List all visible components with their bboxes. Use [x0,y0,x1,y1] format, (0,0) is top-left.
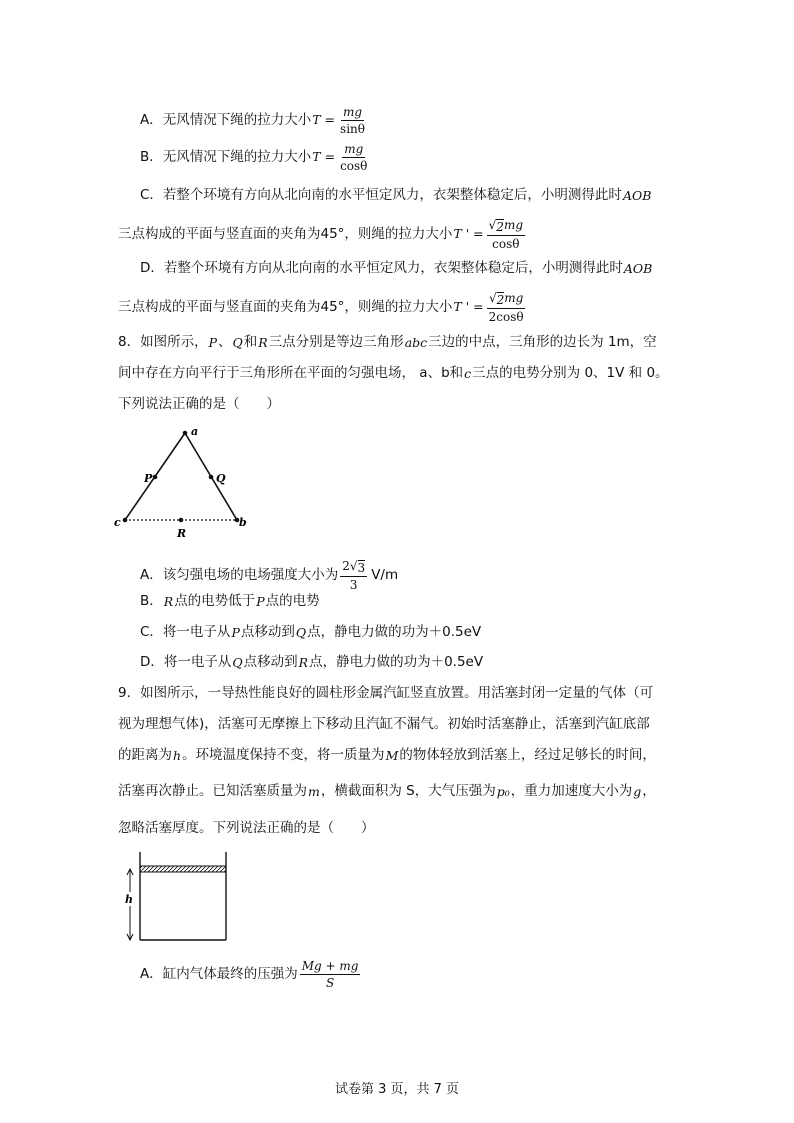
variable: P [231,624,240,640]
stem-text: 的距离为 [118,747,172,763]
sqrt: √ 2 [488,291,505,307]
option-text: A．该匀强电场的电场强度大小为 [140,566,339,583]
variable: g [633,783,642,799]
cylinder-figure [118,850,238,945]
fraction [300,960,361,989]
variable: R [298,654,309,670]
label-Q: Q [216,472,226,485]
option-text: 点移动到 [243,654,298,670]
page-footer: 试卷第 3 页，共 7 页 [334,1082,460,1097]
fraction-numerator [487,219,525,236]
q7-option-c-line2 [118,219,527,250]
stem-text: 8．如图所示， [118,334,208,350]
stem-text: 视为理想气体)，活塞可无摩擦上下移动且汽缸不漏气。初始时活塞静止，活塞到汽缸底部 [118,716,650,732]
formula-lhs: T = [312,149,336,165]
option-text: C．将一电子从 [140,624,231,640]
q8-option-b [140,595,320,609]
option-text: A．无风情况下绳的拉力大小 [140,111,312,128]
variable: h [173,747,182,763]
variable: Q [232,334,243,350]
triangle-figure [110,420,260,545]
q8-stem-line3 [118,398,280,412]
option-text: 三点构成的平面与竖直面的夹角为45°，则绳的拉力大小 [118,298,453,315]
fraction-denominator: S [325,976,335,990]
option-text: 三点构成的平面与竖直面的夹角为45°，则绳的拉力大小 [118,225,453,242]
label-a: a [191,425,199,438]
stem-text: 三边的中点，三角形的边长为 1m，空 [428,334,657,350]
q7-option-c-line1 [140,189,652,203]
q9-stem-line2 [118,718,650,732]
point-R [179,518,184,523]
numerator-rest: mg [503,218,523,232]
variable: m [308,783,320,799]
q7-option-d-line1 [140,262,653,276]
radicand: 2 [496,293,505,307]
q7-option-b [140,143,371,172]
formula-lhs: T ' = [453,226,484,242]
option-text: B． [140,593,163,609]
fraction-denominator: 2cosθ [488,310,524,324]
fraction [487,292,526,323]
stem-text: ，横截面积为 S，大气压强为 [320,783,496,799]
q9-option-a [140,960,362,989]
fraction-denominator: cosθ [340,159,368,173]
sqrt: √ 2 [488,218,504,234]
point-Q [209,475,214,480]
formula-lhs: T ' = [453,299,484,315]
stem-text: ， [642,783,656,799]
fraction-numerator: mg [342,105,363,119]
q9-stem-line4 [118,785,656,799]
point-c [123,518,128,523]
radicand: 2 [496,220,504,234]
option-text: 点的电势低于 [174,593,256,609]
option-text: 点，静电力做的功为＋0.5eV [309,654,484,670]
option-text: 点，静电力做的功为＋0.5eV [307,624,482,640]
numerator-rest: mg [504,291,524,305]
q9-stem-line3 [118,749,656,763]
fraction-denominator: cosθ [492,237,520,251]
q9-stem-line5 [118,822,375,836]
fraction [338,106,367,135]
variable: AOB [622,187,652,203]
point-a [183,431,188,436]
variable: M [385,747,399,763]
option-text: C．若整个环境有方向从北向南的水平恒定风力，衣架整体稳定后，小明测得此时 [140,187,622,203]
stem-text: 三点分别是等边三角形 [268,334,404,350]
stem-text: 活塞再次静止。已知活塞质量为 [118,783,307,799]
radicand: 3 [357,561,366,575]
fraction-numerator [340,560,367,577]
stem-text: 间中存在方向平行于三角形所在平面的匀强电场， a、b和 [118,365,464,381]
option-text: B．无风情况下绳的拉力大小 [140,148,312,165]
fraction-denominator: sinθ [340,122,365,136]
stem-text: 的物体轻放到活塞上，经过足够长的时间， [399,747,656,763]
q9-stem-line1 [118,687,653,701]
q8-option-d [140,656,483,670]
option-text: 点移动到 [240,624,295,640]
sqrt: √ 3 [349,559,366,575]
piston [140,866,226,872]
q7-option-d-line2 [118,292,528,323]
variable: R [258,334,268,350]
fraction-denominator: 3 [349,578,358,592]
variable: AOB [623,260,653,276]
q8-stem-line2 [118,367,669,381]
stem-text: 。环境温度保持不变，将一质量为 [182,747,385,763]
coefficient: 2 [342,559,350,573]
stem-text: 下列说法正确的是（ ） [118,396,280,412]
stem-text: 、 [218,334,232,350]
point-P [153,475,158,480]
label-R: R [177,527,187,540]
fraction [340,560,367,591]
option-text: D．将一电子从 [140,654,232,670]
fraction-numerator: Mg + mg [301,959,359,973]
unit: V/m [371,566,399,583]
variable: Q [232,654,243,670]
q7-option-a [140,106,369,135]
option-text: D．若整个环境有方向从北向南的水平恒定风力，衣架整体稳定后，小明测得此时 [140,260,623,276]
q8-option-c [140,626,481,640]
q8-option-a [140,560,398,591]
option-text: A．缸内气体最终的压强为 [140,965,298,982]
variable: P [208,334,218,350]
label-P: P [144,472,153,485]
fraction-numerator [487,292,525,309]
height-label: h [125,893,133,906]
fraction [487,219,525,250]
variable: abc [404,334,428,350]
variable: R [163,593,174,609]
variable: P [256,593,265,609]
fraction-numerator: mg [344,142,364,156]
variable: p₀ [496,783,510,799]
formula-lhs: T = [312,112,336,128]
stem-text: ，重力加速度大小为 [510,783,633,799]
stem-text: 9．如图所示，一导热性能良好的圆柱形金属汽缸竖直放置。用活塞封闭一定量的气体（可 [118,685,654,701]
q8-stem-line1 [118,336,657,350]
option-text: 点的电势 [265,593,320,609]
variable: c [464,365,472,381]
fraction [338,143,369,172]
stem-text: 三点的电势分别为 0、1V 和 0。 [472,365,669,381]
variable: Q [295,624,307,640]
label-b: b [239,516,247,529]
label-c: c [114,516,121,529]
stem-text: 和 [243,334,258,350]
stem-text: 忽略活塞厚度。下列说法正确的是（ ） [118,820,375,836]
